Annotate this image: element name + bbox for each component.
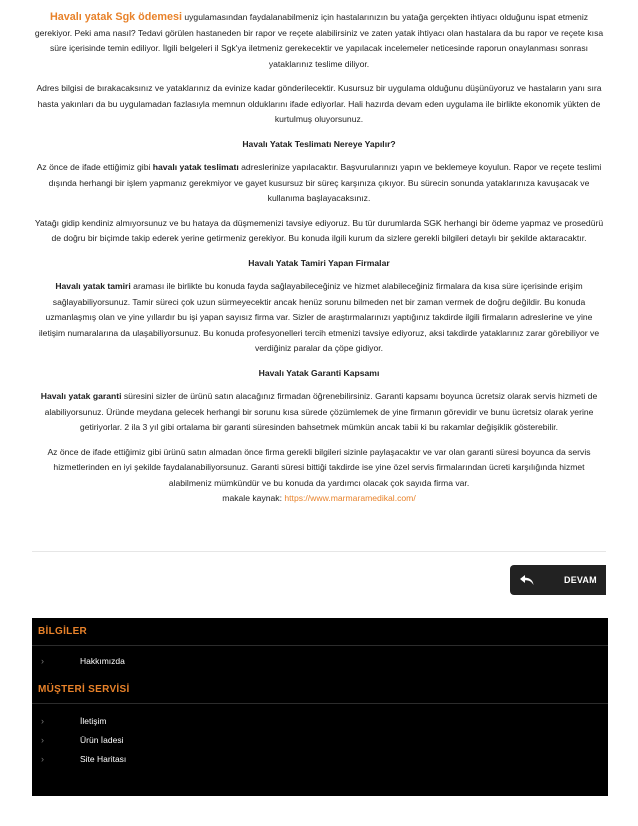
chevron-right-icon: › bbox=[41, 656, 44, 666]
paragraph-warning: Yatağı gidip kendiniz almıyorsunuz ve bu hataya da düşmemenizi tavsiye ediyoruz. Bu tür durumlarda SGK herhangi bir ödeme yapmaz ve prosedürü de doğru bir biçimde takip ederek yerine getirmeniz gerekiyor. Bu konuda ilgili kurum da sizlere gerekli bilgileri detaylı bir şekilde aktaracaktır. bbox=[34, 217, 604, 243]
continue-button[interactable] bbox=[510, 565, 606, 595]
footer-divider bbox=[32, 703, 608, 704]
continue-button-label: DEVAM bbox=[564, 575, 597, 585]
heading-delivery: Havalı Yatak Teslimatı Nereye Yapılır? bbox=[242, 138, 396, 149]
paragraph-sgk-payment bbox=[32, 10, 606, 72]
source-link[interactable]: https://www.marmaramedikal.com/ bbox=[284, 493, 416, 503]
footer-link-label: Hakkımızda bbox=[80, 656, 125, 666]
footer-link-about[interactable] bbox=[32, 654, 608, 668]
paragraph-text: araması ile birlikte bu konuda fayda sağlayabileceğiniz ve hizmet alabileceğiniz firmalara da kısa süre içerisinde erişim sağlayabiliyorsunuz. Tamir süreci çok uzun sürmeyecektir ancak henüz sorunu bilmeden net bir zaman vermek de doğru değildir. Bu konuda uzmanlaşmış olan ve yine yıllardır bu işi yapan sayısız firma var. Sizler de araştırmalarınızı yaptığınız takdirde ilgili firmaların adreslerine ve yine iletişim numaralarına da ulaşabiliyorsunuz. Bu konuda profesyonelleri tercih etmenizi tavsiye ediyoruz, aksi takdirde yataklarınız zarar görebiliyor ve verdiğiniz paralar da çöpe gidiyor. bbox=[38, 281, 600, 353]
paragraph-address: Adres bilgisi de bırakacaksınız ve yataklarınız da evinize kadar gönderilecektir. Kusursuz bir uygulama olduğunu düşünüyoruz ve hastaların yanı sıra hasta yakınları da bu uygulamadan fazlasıyla memnun olduklarını ifade ediyorlar. Hali hazırda devam eden uygulama ile birlikte ekonomik yükten de kurtulmuş oluyorsunuz. bbox=[36, 83, 602, 124]
paragraph-text: süresini sizler de ürünü satın alacağınız firmadan öğrenebilirsiniz. Garanti kapsamı boyunca ücretsiz olarak servis hizmeti de alabiliyorsunuz. Üründe meydana gelecek herhangi bir sorunu kısa sürede çözümlemek de yine firmanın görevidir ve bunu ücretsiz olarak yerine getiriyorlar. 2 ila 3 yıl gibi ortalama bir garanti süresinden bahsetmek mümkün ancak tabii ki bu rakamlar değişiklik gösterebilir. bbox=[44, 391, 598, 432]
content-divider bbox=[32, 551, 606, 552]
footer-divider bbox=[32, 645, 608, 646]
footer-service-title: MÜŞTERİ SERVİSİ bbox=[38, 684, 130, 695]
heading-repair: Havalı Yatak Tamiri Yapan Firmalar bbox=[248, 257, 390, 268]
paragraph-repair bbox=[32, 279, 606, 357]
bold-keyword-repair: Havalı yatak tamiri bbox=[55, 281, 131, 291]
chevron-right-icon: › bbox=[41, 735, 44, 745]
paragraph-warranty-services bbox=[32, 445, 606, 507]
footer-link-label: İletişim bbox=[80, 716, 107, 726]
paragraph-delivery bbox=[32, 160, 606, 207]
footer-link-label: Site Haritası bbox=[80, 754, 127, 764]
paragraph-text: Az önce de ifade ettiğimiz gibi bbox=[36, 162, 153, 172]
paragraph-text: uygulamasından faydalanabilmeniz için hastalarınızın bu yatağa gerçekten ihtiyacı olduğunu ispat etmeniz gerekiyor. Peki ama nasıl? Tedavi görülen hastaneden bir rapor ve reçete alabilirsiniz ve zaten yatak ihtiyacı olan hastalara da bu rapor ve reçete kısa süre içerisinde temin ediliyor. İlgili belgeleri il Sgk'ya iletmeniz gerekecektir ve yapılacak incelemeler neticesinde raporun onaylanması sonrası yataklarınız teslime diliyor. bbox=[34, 12, 604, 69]
paragraph-warranty bbox=[32, 389, 606, 436]
footer-link-sitemap[interactable] bbox=[32, 752, 608, 766]
source-label: makale kaynak: bbox=[222, 493, 285, 503]
site-footer bbox=[32, 618, 608, 796]
lead-keyword-sgk: Havalı yatak Sgk ödemesi bbox=[49, 11, 182, 23]
bold-keyword-warranty: Havalı yatak garanti bbox=[40, 391, 122, 401]
footer-link-contact[interactable] bbox=[32, 714, 608, 728]
footer-link-label: Ürün İadesi bbox=[80, 735, 124, 745]
paragraph-text: Az önce de ifade ettiğimiz gibi ürünü satın almadan önce firma gerekli bilgileri sizinle paylaşacaktır ve var olan garanti süresi boyunca da servis hizmetlerinden en iyi şekilde faydalanabiliyorsunuz. Garanti süresi bittiği takdirde ise yine özel servis firmalarından ücreti karşılığında hizmet alabilmeniz mümkündür ve bu konuda da yardımcı olacak çok sayıda firma var. bbox=[47, 446, 591, 488]
heading-warranty: Havalı Yatak Garanti Kapsamı bbox=[258, 367, 380, 378]
footer-link-returns[interactable] bbox=[32, 733, 608, 747]
paragraph-text: adreslerinize yapılacaktır. Başvurularınızı yapın ve beklemeye koyulun. Rapor ve reçete teslimi dışında herhangi bir işlem yapmanız gerekmiyor ve gayet kusursuz bir süreç karşınıza çıkıyor. Bu sürecin sonunda yataklarınıza kavuşacak ve kullanıma başlayacaksınız. bbox=[48, 162, 602, 203]
reply-arrow-icon bbox=[520, 575, 538, 586]
chevron-right-icon: › bbox=[41, 754, 44, 764]
chevron-right-icon: › bbox=[41, 716, 44, 726]
article-body bbox=[32, 10, 606, 516]
bold-keyword-delivery: havalı yatak teslimatı bbox=[152, 162, 239, 172]
footer-info-title: BİLGİLER bbox=[38, 626, 88, 637]
